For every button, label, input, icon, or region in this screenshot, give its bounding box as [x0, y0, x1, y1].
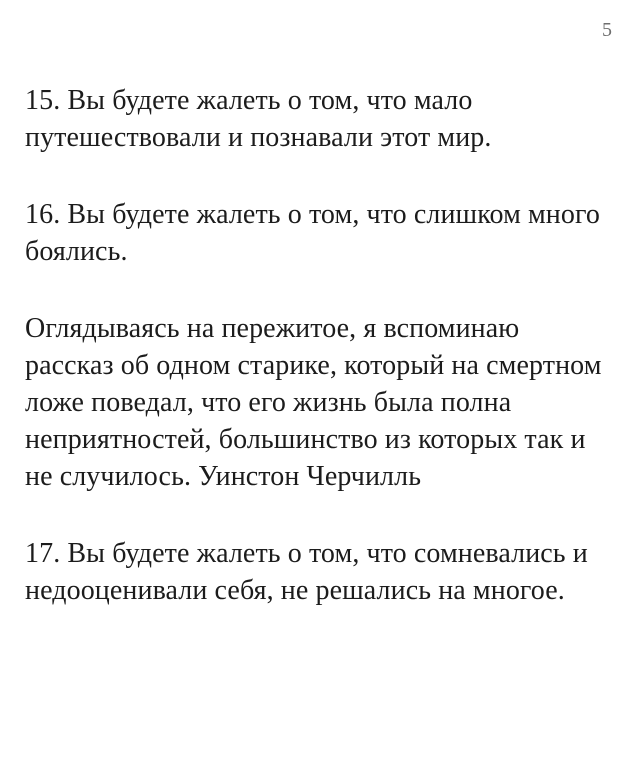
paragraph-item-17: 17. Вы будете жалеть о том, что сомневались и недооценивали себя, не решались на многое. [25, 538, 588, 606]
page-content [25, 82, 614, 609]
page-number: 5 [602, 19, 612, 41]
paragraph-item-16: 16. Вы будете жалеть о том, что слишком много боялись. [25, 199, 600, 267]
quote-paragraph: Оглядываясь на пережитое, я вспоминаю рассказ об одном старике, который на смертном ложе поведал, что его жизнь была полна неприятностей, большинство из которых так и не случилось. Уинстон Черчилль [25, 313, 602, 492]
paragraph-item-15: 15. Вы будете жалеть о том, что мало путешествовали и познавали этот мир. [25, 85, 492, 153]
